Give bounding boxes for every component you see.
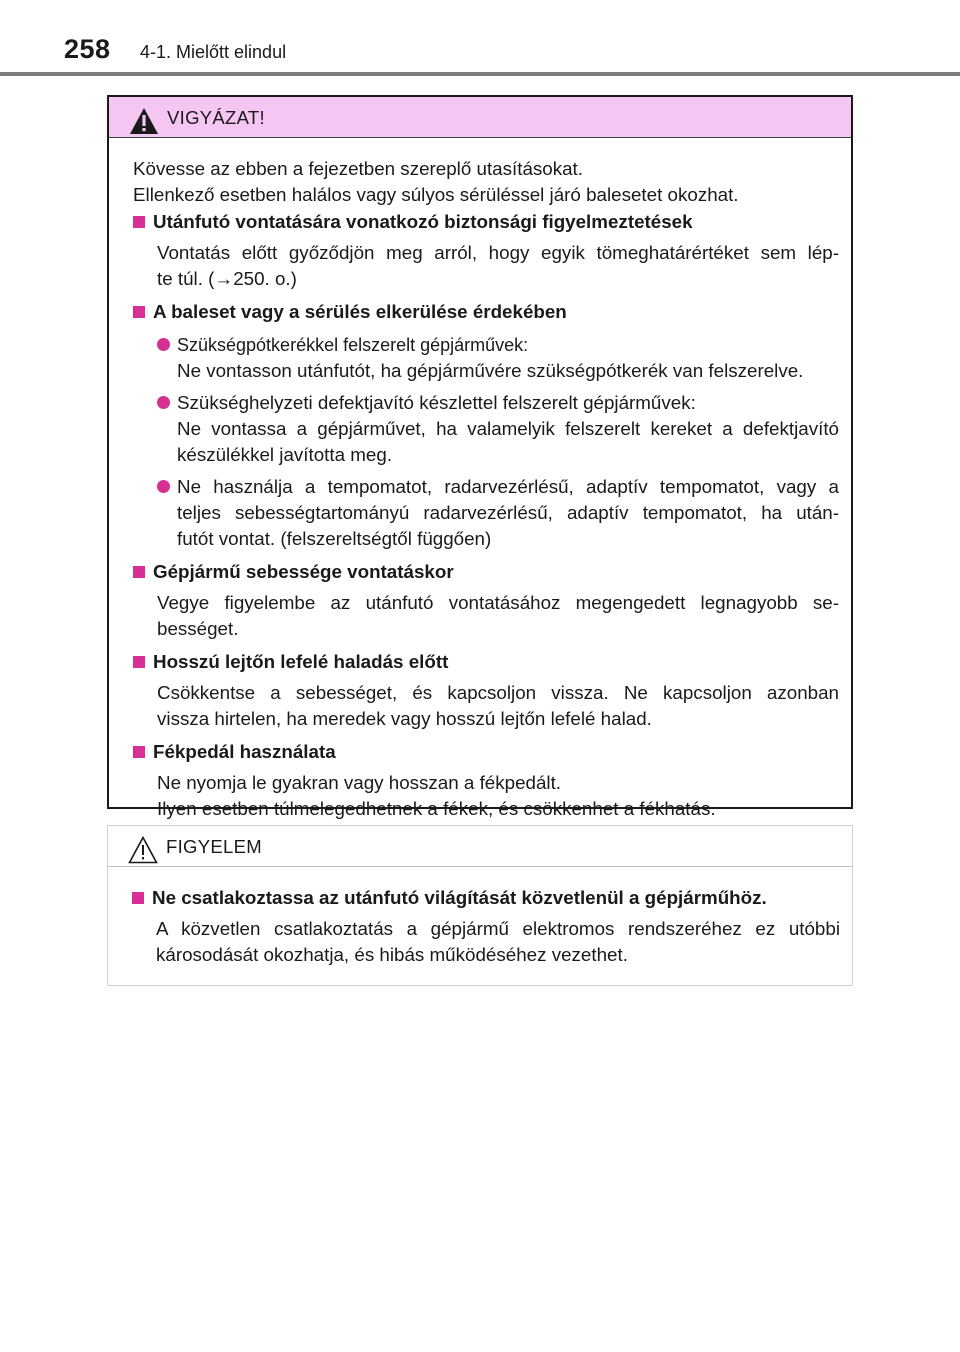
text-line: te túl. (→250. o.) [157, 268, 297, 289]
list-item [157, 390, 839, 468]
text-line: Ne vontassa a gépjárművet, ha valamelyik felszerelt kereket a defektjavító [177, 418, 839, 439]
text-line: károsodását okozhatja, és hibás működéséhez vezethet. [156, 944, 628, 965]
warning-section [133, 558, 839, 642]
warning-intro-line: Kövesse az ebben a fejezetben szereplő utasításokat. [133, 158, 583, 179]
warning-section [133, 738, 839, 822]
warning-box-header [109, 97, 851, 138]
warning-section-text [133, 680, 839, 732]
text-line: Ne használja a tempomatot, radarvezérlésű, adaptív tempomatot, vagy a [177, 476, 839, 497]
warning-intro-line: Ellenkező esetben halálos vagy súlyos sérüléssel járó balesetet okozhat. [133, 184, 739, 205]
warning-section-title: Utánfutó vontatására vonatkozó biztonsági figyelmeztetések [153, 211, 693, 232]
warning-box-title: VIGYÁZAT! [167, 107, 265, 128]
text-line: Szükséghelyzeti defektjavító készlettel felszerelt gépjárművek: [177, 392, 696, 413]
text-line: bességet. [157, 618, 239, 639]
warning-section-heading [133, 648, 839, 676]
text-line: A közvetlen csatlakoztatás a gépjármű elektromos rendszeréhez ez utóbbi [156, 918, 840, 939]
warning-section-title: Hosszú lejtőn lefelé haladás előtt [153, 651, 449, 672]
warning-section-text [133, 770, 839, 822]
square-bullet-icon [132, 892, 144, 904]
warning-section [133, 208, 839, 292]
warning-section-heading [133, 558, 839, 586]
section-title: 4-1. Mielőtt elindul [140, 42, 287, 62]
notice-section-text [132, 916, 840, 968]
square-bullet-icon [133, 746, 145, 758]
text-line: vissza hirtelen, ha meredek vagy hosszú lejtőn lefelé halad. [157, 708, 652, 729]
round-bullet-icon [157, 396, 170, 409]
warning-section-heading [133, 738, 839, 766]
text-line: Csökkentse a sebességet, és kapcsoljon vissza. Ne kapcsoljon azonban [157, 682, 839, 703]
page-number: 258 [64, 34, 111, 64]
warning-section-title: Fékpedál használata [153, 741, 336, 762]
notice-box-body [108, 867, 852, 968]
text-line: Vontatás előtt győződjön meg arról, hogy egyik tömeghatárértéket sem lép- [157, 242, 839, 263]
warning-box-body [109, 138, 851, 822]
warning-section [133, 298, 839, 552]
warning-section-heading [133, 298, 839, 326]
warning-section-title: Gépjármű sebessége vontatáskor [153, 561, 454, 582]
warning-section-title: A baleset vagy a sérülés elkerülése érdekében [153, 301, 567, 322]
warning-section-text [133, 240, 839, 292]
warning-section [133, 648, 839, 732]
text-line: Ne nyomja le gyakran vagy hosszan a fékpedált. [157, 772, 562, 793]
list-item [157, 332, 839, 384]
round-bullet-icon [157, 480, 170, 493]
square-bullet-icon [133, 216, 145, 228]
warning-triangle-icon [129, 107, 159, 135]
text-line: futót vontat. (felszereltségtől függően) [177, 528, 492, 549]
warning-box [107, 95, 853, 819]
square-bullet-icon [133, 306, 145, 318]
notice-triangle-icon [128, 836, 158, 864]
notice-box-header [108, 826, 852, 867]
header-rule [0, 72, 960, 76]
notice-box-title: FIGYELEM [166, 836, 262, 857]
text-line: Szükségpótkerékkel felszerelt gépjárművek: [177, 335, 529, 355]
warning-section-heading [133, 208, 839, 236]
text-line: készülékkel javította meg. [177, 444, 393, 465]
notice-section-heading [132, 884, 840, 912]
list-item [157, 474, 839, 552]
notice-section-title: Ne csatlakoztassa az utánfutó világítását közvetlenül a gépjárműhöz. [152, 887, 767, 908]
text-line: Ilyen esetben túlmelegedhetnek a fékek, és csökkenhet a fékhatás. [157, 798, 716, 819]
square-bullet-icon [133, 656, 145, 668]
text-line: Vegye figyelembe az utánfutó vontatásához megengedett legnagyobb se- [157, 592, 839, 613]
text-line: Ne vontasson utánfutót, ha gépjárművére szükségpótkerék van felszerelve. [177, 360, 804, 381]
warning-section-text [133, 590, 839, 642]
page-header [0, 0, 960, 80]
square-bullet-icon [133, 566, 145, 578]
notice-section [132, 884, 840, 968]
notice-box [107, 825, 853, 986]
text-line: teljes sebességtartományú radarvezérlésű, adaptív tempomatot, ha után- [177, 502, 839, 523]
round-bullet-icon [157, 338, 170, 351]
